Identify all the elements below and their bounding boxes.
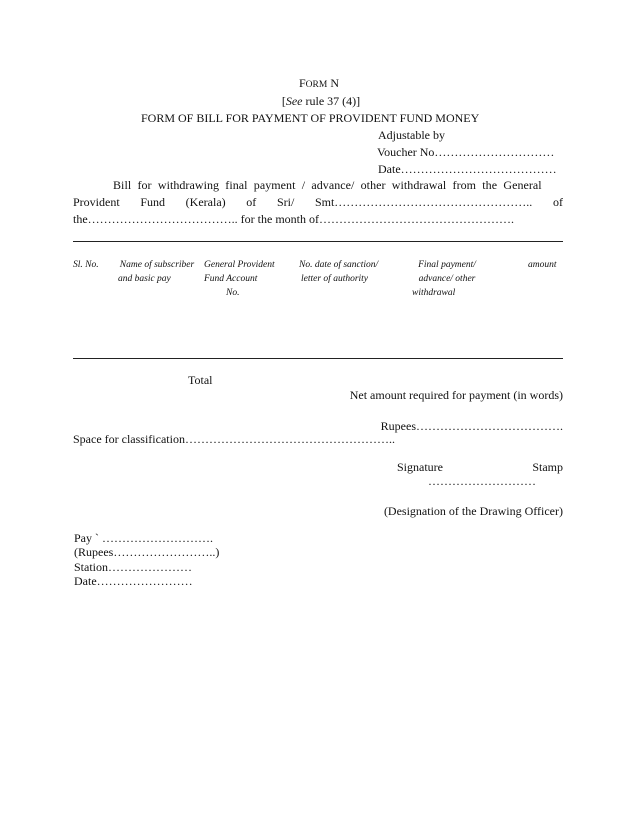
pay-field: Pay ` ………………………. bbox=[74, 531, 213, 545]
form-title-prefix: F bbox=[298, 76, 306, 90]
stamp-label: Stamp bbox=[532, 460, 563, 474]
table-bottom-rule bbox=[73, 358, 563, 359]
bill-word-sri: Sri/ bbox=[276, 195, 295, 209]
header-amount-line1: amount bbox=[528, 260, 557, 270]
header-sl-no-line1: Sl. No. bbox=[73, 260, 99, 270]
header-sanction-line1: No. date of sanction/ bbox=[299, 260, 379, 270]
header-gpf-line1: General Provident bbox=[204, 260, 275, 270]
rupees-words-field: (Rupees……………………..) bbox=[74, 545, 220, 559]
form-heading: FORM OF BILL FOR PAYMENT OF PROVIDENT FUND MONEY bbox=[141, 111, 480, 125]
rule-reference bbox=[2, 94, 638, 109]
rule-text: rule 37 (4)] bbox=[302, 94, 361, 108]
header-gpf-account bbox=[204, 258, 275, 300]
station-field: Station………………… bbox=[74, 560, 193, 574]
classification-field: Space for classification…………………………………………….. bbox=[73, 432, 395, 446]
bill-word-provident: Provident bbox=[73, 195, 120, 209]
header-final-line1: Final payment/ bbox=[418, 260, 476, 270]
bill-text-line2 bbox=[73, 195, 563, 210]
drawing-officer-designation: (Designation of the Drawing Officer) bbox=[383, 504, 563, 518]
footer-date-field: Date…………………… bbox=[74, 574, 193, 588]
rule-see: See bbox=[285, 94, 303, 108]
rupees-field: Rupees………………………………. bbox=[380, 419, 563, 433]
header-final-payment bbox=[406, 258, 488, 300]
header-amount bbox=[528, 258, 557, 272]
voucher-number-field: Voucher No………………………… bbox=[377, 145, 555, 159]
bill-word-kerala: (Kerala) bbox=[185, 195, 226, 209]
header-gpf-line2: Fund Account bbox=[204, 274, 258, 284]
bill-word-smt-field: Smt………………………………………….. bbox=[314, 195, 533, 209]
signature-label: Signature bbox=[397, 460, 443, 474]
header-final-line3: withdrawal bbox=[412, 288, 456, 298]
rule-open: [ bbox=[281, 94, 286, 108]
header-subscriber bbox=[114, 258, 200, 286]
header-sl-no bbox=[73, 258, 99, 272]
signature-dots: ……………………… bbox=[428, 474, 536, 488]
bill-word-of-end: of bbox=[552, 195, 563, 209]
net-amount-words: Net amount required for payment (in words) bbox=[349, 388, 563, 402]
bill-word-of: of bbox=[246, 195, 257, 209]
header-subscriber-line1: Name of subscriber bbox=[119, 260, 195, 270]
bill-text-line3: the……………………………….. for the month of…………………………………………. bbox=[73, 212, 514, 226]
bill-word-fund: Fund bbox=[140, 195, 166, 209]
total-label: Total bbox=[188, 373, 213, 387]
header-sanction bbox=[299, 258, 378, 286]
header-subscriber-line2: and basic pay bbox=[118, 274, 171, 284]
table-top-rule bbox=[73, 241, 563, 242]
adjustable-label: Adjustable by bbox=[378, 128, 445, 142]
header-gpf-line3: No. bbox=[226, 288, 240, 298]
form-title-small: ORM bbox=[305, 80, 328, 90]
adjustable-date-field: Date………………………………… bbox=[378, 162, 557, 176]
bill-text-line1 bbox=[113, 178, 563, 193]
header-final-line2: advance/ other bbox=[418, 274, 476, 284]
form-title-letter: N bbox=[327, 76, 339, 90]
bill-text-line1-content: Bill for withdrawing final payment / advance/ other withdrawal from the General bbox=[113, 178, 542, 192]
form-title bbox=[0, 76, 638, 91]
header-sanction-line2: letter of authority bbox=[301, 274, 369, 284]
